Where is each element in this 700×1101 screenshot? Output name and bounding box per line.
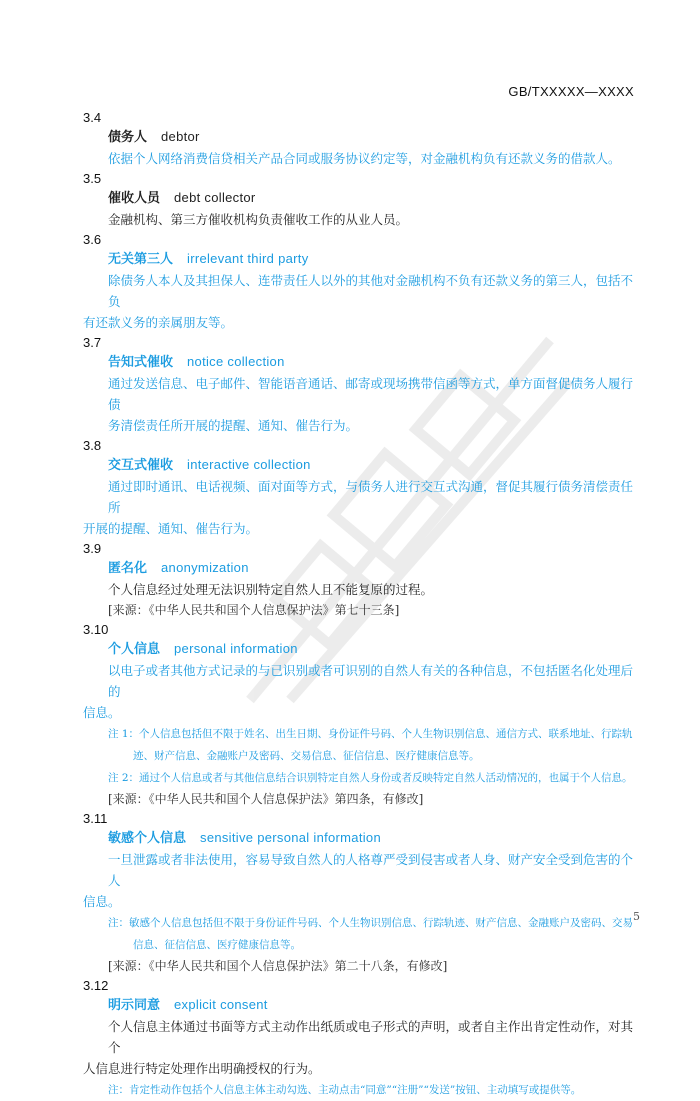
term-zh: 告知式催收 [108, 355, 174, 370]
note [83, 912, 638, 956]
term-definition: 金融机构、第三方催收机构负责催收工作的从业人员。 [108, 212, 409, 227]
clause-number: 3.4 [83, 110, 102, 125]
term-en: interactive collection [187, 457, 311, 472]
term-definition: 通过即时通讯、电话视频、面对面等方式，与债务人进行交互式沟通，督促其履行债务清偿责任所 [108, 479, 634, 515]
note-text: 注：敏感个人信息包括但不限于身份证件号码、个人生物识别信息、行踪轨迹、财产信息、金融账户及密码、交易 [108, 917, 633, 929]
term-en: notice collection [187, 354, 285, 369]
term-heading [83, 352, 638, 373]
term-definition-cont: 信息。 [83, 894, 121, 909]
term-definition-cont: 人信息进行特定处理作出明确授权的行为。 [83, 1061, 321, 1076]
term-heading [83, 558, 638, 579]
term-zh: 个人信息 [108, 642, 161, 657]
clause-number: 3.9 [83, 541, 102, 556]
term-definition: 一旦泄露或者非法使用，容易导致自然人的人格尊严受到侵害或者人身、财产安全受到危害的个人 [108, 852, 634, 888]
term-definition-cont: 信息。 [83, 705, 121, 720]
source-citation: [来源：《中华人民共和国个人信息保护法》第四条，有修改] [108, 792, 424, 806]
term-zh: 匿名化 [108, 561, 148, 576]
clause-number: 3.7 [83, 335, 102, 350]
term-en: explicit consent [174, 997, 268, 1012]
term-definition: 通过发送信息、电子邮件、智能语音通话、邮寄或现场携带信函等方式，单方面督促债务人履行债 [108, 376, 634, 412]
term-zh: 交互式催收 [108, 458, 174, 473]
note-text-cont: 迹、财产信息、金融账户及密码、交易信息、征信信息、医疗健康信息等。 [133, 750, 480, 762]
term-definition: 以电子或者其他方式记录的与已识别或者可识别的自然人有关的各种信息，不包括匿名化处理后的 [108, 663, 634, 699]
term-en: debt collector [174, 190, 256, 205]
clause-number: 3.12 [83, 978, 109, 993]
term-zh: 敏感个人信息 [108, 831, 187, 846]
term-en: sensitive personal information [200, 830, 381, 845]
term-en: irrelevant third party [187, 251, 309, 266]
term-heading [83, 455, 638, 476]
term-definition: 个人信息经过处理无法识别特定自然人且不能复原的过程。 [108, 582, 434, 597]
term-en: personal information [174, 641, 298, 656]
term-heading [83, 995, 638, 1016]
term-zh: 催收人员 [108, 191, 161, 206]
term-heading [83, 639, 638, 660]
clause-number: 3.5 [83, 171, 102, 186]
term-zh: 无关第三人 [108, 252, 174, 267]
term-heading [83, 249, 638, 270]
term-heading [83, 828, 638, 849]
definitions-content [83, 108, 638, 1101]
term-zh: 债务人 [108, 130, 148, 145]
term-en: debtor [161, 129, 200, 144]
note-text: 注 1：个人信息包括但不限于姓名、出生日期、身份证件号码、个人生物识别信息、通信方式、联系地址、行踪轨 [108, 728, 633, 740]
term-definition-cont: 务清偿责任所开展的提醒、通知、催告行为。 [108, 418, 359, 433]
page-number: 5 [633, 910, 640, 923]
note-text-cont: 信息、征信信息、医疗健康信息等。 [133, 939, 301, 951]
term-definition: 依据个人网络消费信贷相关产品合同或服务协议约定等，对金融机构负有还款义务的借款人。 [108, 151, 621, 166]
term-heading [83, 127, 638, 148]
source-citation: [来源：《中华人民共和国个人信息保护法》第二十八条，有修改] [108, 959, 448, 973]
note: 注：肯定性动作包括个人信息主体主动勾选、主动点击“同意”“注册”“发送”按钮、主动填写或提供等。 [108, 1084, 582, 1096]
clause-number: 3.8 [83, 438, 102, 453]
note-2: 注 2：通过个人信息或者与其他信息结合识别特定自然人身份或者反映特定自然人活动情况的，也属于个人信息。 [108, 772, 633, 784]
clause-number: 3.11 [83, 811, 108, 826]
term-definition: 除债务人本人及其担保人、连带责任人以外的其他对金融机构不负有还款义务的第三人，包括不负 [108, 273, 634, 309]
standard-code: GB/TXXXXX—XXXX [508, 84, 634, 99]
note-1 [83, 723, 638, 767]
term-heading [83, 188, 638, 209]
term-definition: 个人信息主体通过书面等方式主动作出纸质或电子形式的声明，或者自主作出肯定性动作，对其个 [108, 1019, 634, 1055]
clause-number: 3.6 [83, 232, 102, 247]
term-en: anonymization [161, 560, 249, 575]
source-citation: [来源：《中华人民共和国个人信息保护法》第七十三条] [108, 603, 400, 617]
term-definition-cont: 开展的提醒、通知、催告行为。 [83, 521, 259, 536]
term-zh: 明示同意 [108, 998, 161, 1013]
term-definition-cont: 有还款义务的亲属朋友等。 [83, 315, 234, 330]
clause-number: 3.10 [83, 622, 109, 637]
